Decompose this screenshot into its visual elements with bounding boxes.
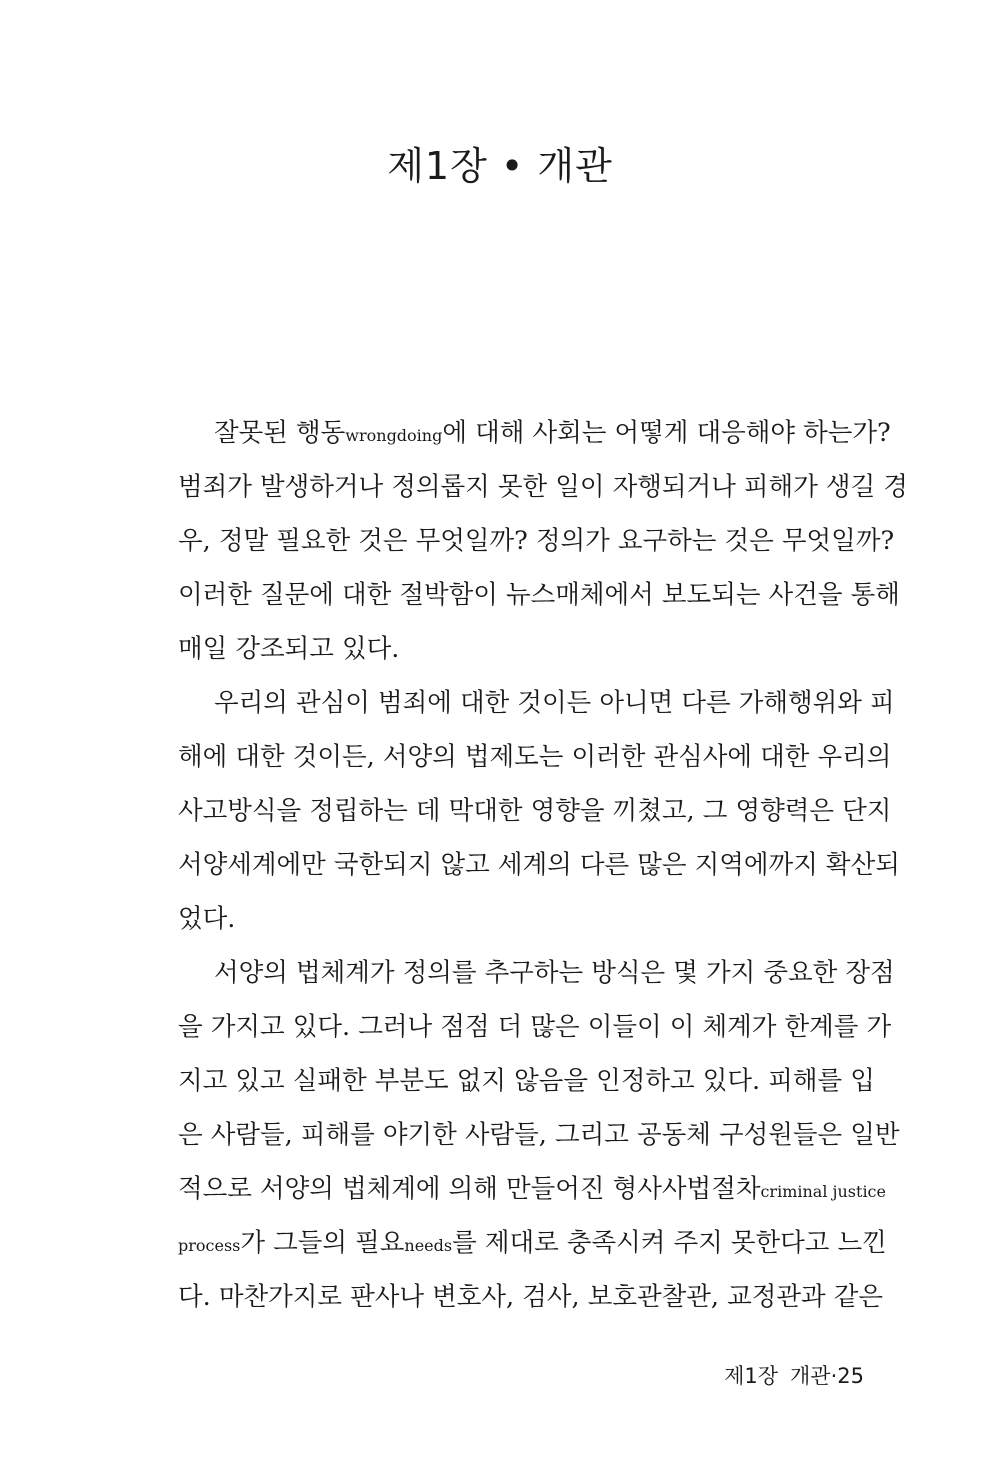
english-term: process [178, 1236, 241, 1255]
text-line: 우, 정말 필요한 것은 무엇일까? 정의가 요구하는 것은 무엇일까? [178, 526, 895, 556]
text-line [178, 1162, 886, 1216]
body-text [178, 406, 908, 1324]
text-span: 잘못된 행동 [214, 418, 346, 448]
text-line: 범죄가 발생하거나 정의롭지 못한 일이 자행되거나 피해가 생길 경 [178, 472, 908, 502]
text-line: 사고방식을 정립하는 데 막대한 영향을 끼쳤고, 그 영향력은 단지 [178, 796, 892, 826]
text-span: 를 제대로 충족시켜 주지 못한다고 느낀 [452, 1228, 887, 1258]
text-line: 매일 강조되고 있다. [178, 634, 400, 664]
text-line: 은 사람들, 피해를 야기한 사람들, 그리고 공동체 구성원들은 일반 [178, 1120, 900, 1150]
text-span: 적으로 서양의 법체계에 의해 만들어진 형사사법절차 [178, 1174, 761, 1204]
chapter-title: 제1장 • 개관 [387, 144, 613, 188]
text-line: 서양세계에만 국한되지 않고 세계의 다른 많은 지역에까지 확산되 [178, 850, 900, 880]
text-line: 다. 마찬가지로 판사나 변호사, 검사, 보호관찰관, 교정관과 같은 [178, 1282, 883, 1312]
text-line [178, 406, 891, 460]
english-term: wrongdoing [345, 426, 443, 445]
page-footer [724, 1362, 864, 1390]
text-span: 가 그들의 필요 [240, 1228, 405, 1258]
english-term: criminal justice [760, 1182, 886, 1201]
text-line: 었다. [178, 904, 236, 934]
footer-chapter-label: 제1장 [724, 1364, 779, 1388]
text-line: 우리의 관심이 범죄에 대한 것이든 아니면 다른 가해행위와 피 [214, 688, 895, 718]
text-span: 에 대해 사회는 어떻게 대응해야 하는가? [442, 418, 891, 448]
text-line [178, 1216, 887, 1270]
text-line: 해에 대한 것이든, 서양의 법제도는 이러한 관심사에 대한 우리의 [178, 742, 892, 772]
text-line: 이러한 질문에 대한 절박함이 뉴스매체에서 보도되는 사건을 통해 [178, 580, 900, 610]
text-line: 을 가지고 있다. 그러나 점점 더 많은 이들이 이 체계가 한계를 가 [178, 1012, 892, 1042]
text-line: 지고 있고 실패한 부분도 없지 않음을 인정하고 있다. 피해를 입 [178, 1066, 875, 1096]
footer-section-label: 개관·25 [790, 1364, 864, 1388]
text-line: 서양의 법체계가 정의를 추구하는 방식은 몇 가지 중요한 장점 [214, 958, 895, 988]
english-term: needs [404, 1236, 453, 1255]
